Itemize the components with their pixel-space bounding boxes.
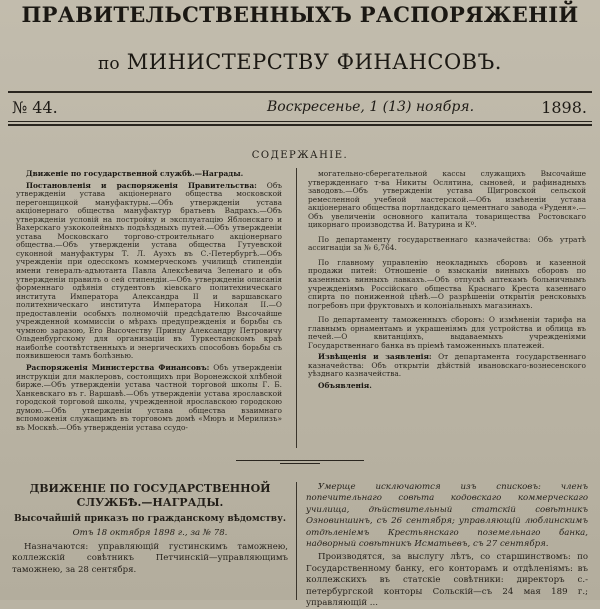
contents-divider [296,168,297,448]
contents-right-entry-text: По департаменту таможенныхъ сборовъ: О измѣненiи тарифа на главнымъ орнаментамъ и украшенiямъ для устройства и облица въ печей.—О квитанцiяхъ, выдаваемыхъ учрежденiями Государственнаго банка въ прiемѣ таможенныхъ платежей. [308,315,586,350]
contents-right-entry [308,259,586,310]
order-line: Отъ 18 октября 1898 г., за № 78. [72,528,228,539]
section-separator [236,460,364,461]
article-left [12,482,288,600]
article-right [306,482,588,609]
issue-year: 1898. [541,98,587,117]
article-subheading: Высочайшiй приказъ по гражданскому вѣдомству. [14,514,286,524]
contents-right-entry-heading: Объявленiя. [318,381,372,391]
contents-left-entry [16,170,282,179]
contents-right-entry [308,382,586,391]
masthead-main: МИНИСТЕРСТВУ ФИНАНСОВЪ. [126,50,502,74]
contents-left-entry-heading: Постановленiя и распоряженiя Правительства: [26,180,257,190]
issue-rule-2 [8,124,592,126]
issue-number: № 44. [12,98,58,117]
contents-right-entry [308,353,586,379]
contents-left-entry [16,182,282,361]
contents-right-entry-heading: Извѣщенiя и заявленiя: [318,352,432,362]
contents-left-entry [16,364,282,432]
contents-right-entry [308,316,586,350]
issue-line [12,96,587,120]
contents-left-entry-text: Объ утвержденiи инструкцiи для маклеровъ, состоящихъ при Воронежской хлѣбной бирже.—Объ утвержденiи устава частной торговой школы Г. Б. Ханкевскаго въ г. Варшавѣ.—Объ утвержденiи устава ярославской городской торговой школы, учрежденной ярославскою городскою думою.—Объ утвержденiи устава общества взаимнаго вспоможенiя служащимъ въ торговомъ домѣ «Мюръ и Мерилизъ» въ Москвѣ.—Объ утвержденiи устава ссудо- [16,363,282,432]
contents-right-entry-text: От департамента государственнаго казначейства: Объ открытiи дѣйствiй ивановскаго-вознесенского уѣзднаго казначейства. [308,352,586,379]
contents-left-column [16,170,282,450]
article-divider [296,482,297,600]
contents-left-entry-text: Объ утвержденiи устава акцiонернаго общества московской перегонщицкой мануфактуры.—Объ утвержденiи устава акцiонернаго общества мануфактур братьевъ Вадрахъ.—Объ утвержденiи условiй на постройку и эксплуатацiю Яблонскаго и Вахерскаго узкоколейныхъ подъѣздныхъ путей.—Объ утвержденiи устава Московскаго торгово-строительнаго акцiонернаго общества.—Объ утвержденiи устава общества Гутуевской суконной мануфактуры Т. Л. Ауэхъ въ С.-Петербургѣ.—Объ учрежденiи при одесскомъ коммерческомъ училищѣ стипендiи имени генералъ-адъютанта Павла Алексѣевича Зеленаго и объ утвержденiи правилъ о сей стипендiи.—Объ утвержденiи описанiя форменнаго одѣянiя студентовъ кiевскаго политехническаго института Императора Александра II и варшавскаго политехническаго института Императора Николая II.—О предоставленiи особыхъ полномочiй предсѣдателю Высочайше учрежденной коммиссiи о мѣрахъ предупрежденiя и борьбы съ чумною заразою, Его Высочеству Принцу Александру Петровичу Ольденбургскому для организацiи въ Туркестанскомъ краѣ наиболѣе соотвѣтственныхъ и энергическихъ способовъ борьбы съ появившеюся тамъ болѣзнью. [16,180,282,361]
article-heading: ДВИЖЕНIЕ ПО ГОСУДАРСТВЕННОЙ СЛУЖБѢ.—НАГРАДЫ. [29,482,271,509]
contents-left-entry-heading: Движенiе по государственной службѣ.—Награды. [26,169,244,178]
contents-right-entry [308,236,586,253]
masthead-prefix: по [98,54,120,74]
section-separator-short [280,463,320,464]
article-left-text: Назначаются: управляющiй густинскимъ таможнею, коллежскiй совѣтникъ Петчинскiй—управляющимъ таможнею, за 28 сентября. [12,541,288,575]
masthead-rule-top [8,91,592,93]
contents-heading: СОДЕРЖАНIЕ. [251,150,349,161]
contents-right-entry-text: могательно-сберегательной кассы служащихъ Высочайше утвержденнаго т-ва Никиты Ослятина, сыновей, и рафинадныхъ заводовъ.—Объ утвержденiи устава Щигровской сельской ремесленной учебной мастерской.—Объ измѣненiи устава акцiонернаго общества портландскаго цементнаго завода «Руденя».—Объ увеличенiи основного капитала товарищества Ростовскаго цикорнаго производства И. Ватурина и Кº. [308,169,586,230]
masthead-title-line1: ПРАВИТЕЛЬСТВЕННЫХЪ РАСПОРЯЖЕНIЙ [21,2,579,27]
article-right-p2: Производятся, за выслугу лѣтъ, со старшинствомъ: по Государственному банку, его конторамъ и отдѣленiямъ: въ коллежскихъ въ статскiе совѣтники: директоръ с.-петербургской конторы Сольскiй—съ 24 мая 189 г.; управляющiй ... [306,552,588,609]
issue-rule-1 [8,121,592,122]
contents-right-entry-text: По департаменту государственнаго казначейства: Объ утратѣ ассигнацiи за № 6,764. [308,234,586,253]
masthead-title-line2 [0,50,600,74]
contents-right-entry-text: По главному управленiю неокладныхъ сборовъ и казенной продажи питей: Отношенiе о взысканiи винныхъ сборовъ по казенныхъ винныхъ лавкахъ.—Объ отпускѣ аптекамъ больничнымъ учрежденiямъ Россiйскаго общества Краснаго Креста казеннаго спирта по пониженной цѣнѣ.—О разрѣшенiи открытiя ренсковыхъ погребовъ при фруктовыхъ и колонiальныхъ магазинахъ. [308,257,586,310]
contents-right-column [308,170,586,430]
issue-date: Воскресенье, 1 (13) ноября. [267,99,475,115]
contents-right-entry [308,170,586,230]
contents-left-entry-heading: Распоряженiя Министерства Финансовъ: [26,363,210,373]
article-right-p1: Умерще исключаются изъ списковъ: членъ попечительнаго совѣта кодовскаго коммерческаго училища, дѣйствительный статскiй совѣтникъ Озновиншинъ, съ 26 сентября; управляющiй люблинскимъ отдѣленiемъ Крестьянскаго поземельнаго банка, надворный совѣтникъ Исматьевъ, съ 27 сентября. [306,482,588,550]
